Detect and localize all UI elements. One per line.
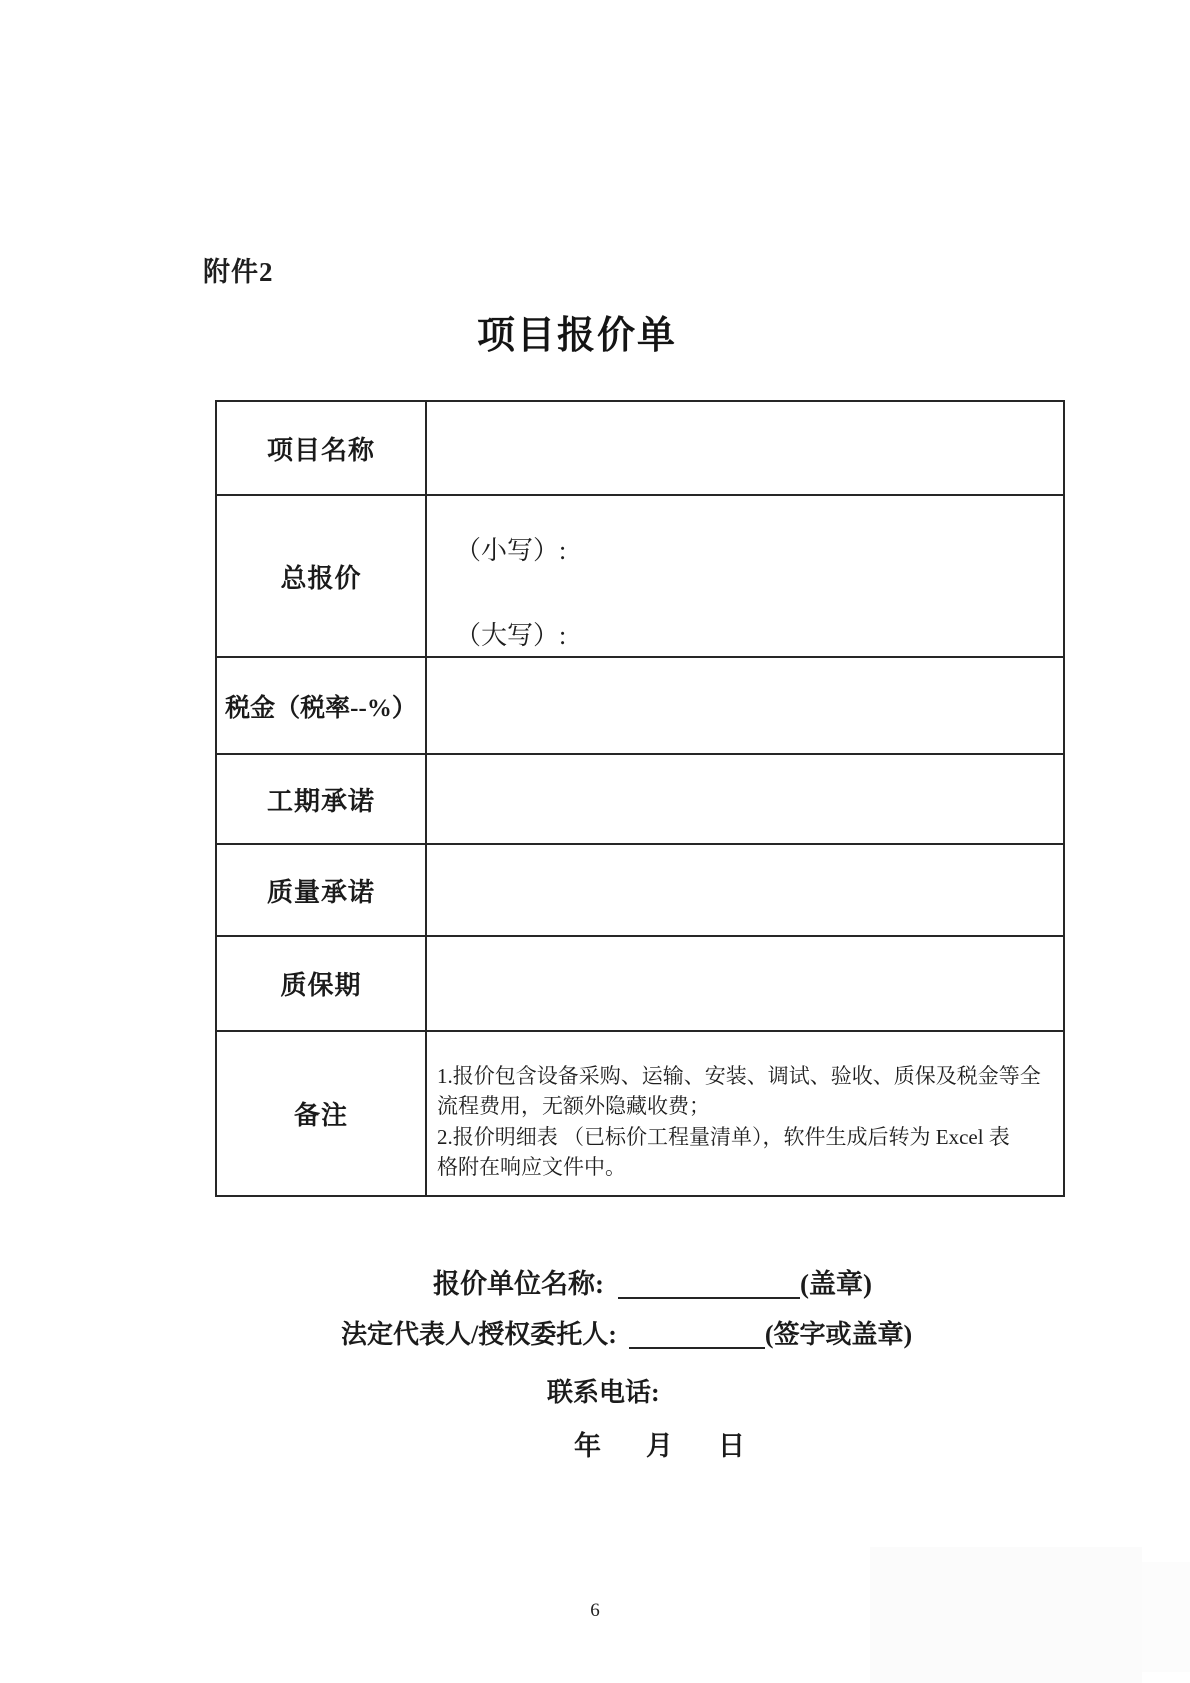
representative-line	[341, 1314, 912, 1351]
table-row-quality-commitment	[216, 844, 1064, 936]
row-label-schedule-commitment: 工期承诺	[216, 754, 426, 844]
page-title: 项目报价单	[476, 315, 677, 357]
table-row-warranty-period	[216, 936, 1064, 1031]
company-name-line	[433, 1262, 872, 1301]
row-value-schedule-commitment	[426, 754, 1064, 844]
remark-line-3: 2.报价明细表 （已标价工程量清单），软件生成后转为 Excel 表	[437, 1124, 1010, 1149]
amount-uppercase-label: （大写）:	[455, 620, 567, 650]
row-label-quality-commitment: 质量承诺	[216, 844, 426, 936]
row-label-project-name: 项目名称	[216, 401, 426, 495]
row-value-tax	[426, 657, 1064, 754]
remarks-text	[427, 1045, 1063, 1183]
row-label-warranty-period: 质保期	[216, 936, 426, 1031]
date-year-label: 年	[574, 1431, 601, 1461]
row-value-warranty-period	[426, 936, 1064, 1031]
company-seal-suffix: (盖章)	[800, 1269, 872, 1299]
representative-label: 法定代表人/授权委托人:	[341, 1320, 617, 1349]
row-label-remarks: 备注	[216, 1031, 426, 1196]
attachment-label: 附件2	[203, 257, 274, 287]
quotation-table	[215, 400, 1065, 1197]
phone-label: 联系电话:	[547, 1378, 660, 1407]
company-name-label: 报价单位名称:	[433, 1269, 604, 1299]
remark-line-2: 流程费用，无额外隐藏收费；	[437, 1094, 710, 1118]
table-row-tax	[216, 657, 1064, 754]
row-label-total-quote: 总报价	[216, 495, 426, 657]
date-day-label: 日	[718, 1431, 745, 1461]
row-value-remarks	[426, 1031, 1064, 1196]
remark-line-1: 1.报价包含设备采购、运输、安装、调试、验收、质保及税金等全	[437, 1063, 1041, 1088]
date-month-label: 月	[646, 1431, 673, 1461]
date-line	[574, 1424, 745, 1463]
table-row-project-name	[216, 401, 1064, 495]
amount-lowercase-label: （小写）:	[455, 535, 567, 565]
representative-blank	[629, 1345, 765, 1349]
remark-line-4: 格附在响应文件中。	[437, 1155, 626, 1179]
company-name-blank	[618, 1295, 800, 1299]
table-row-total-quote	[216, 495, 1064, 657]
table-row-remarks	[216, 1031, 1064, 1196]
phone-line	[547, 1372, 660, 1409]
page-number: 6	[590, 1600, 600, 1621]
total-quote-lines	[427, 499, 1063, 654]
row-value-project-name	[426, 401, 1064, 495]
row-value-quality-commitment	[426, 844, 1064, 936]
row-value-total-quote	[426, 495, 1064, 657]
row-label-tax: 税金（税率--%）	[216, 657, 426, 754]
representative-sign-suffix: (签字或盖章)	[764, 1320, 913, 1349]
table-row-schedule-commitment	[216, 754, 1064, 844]
